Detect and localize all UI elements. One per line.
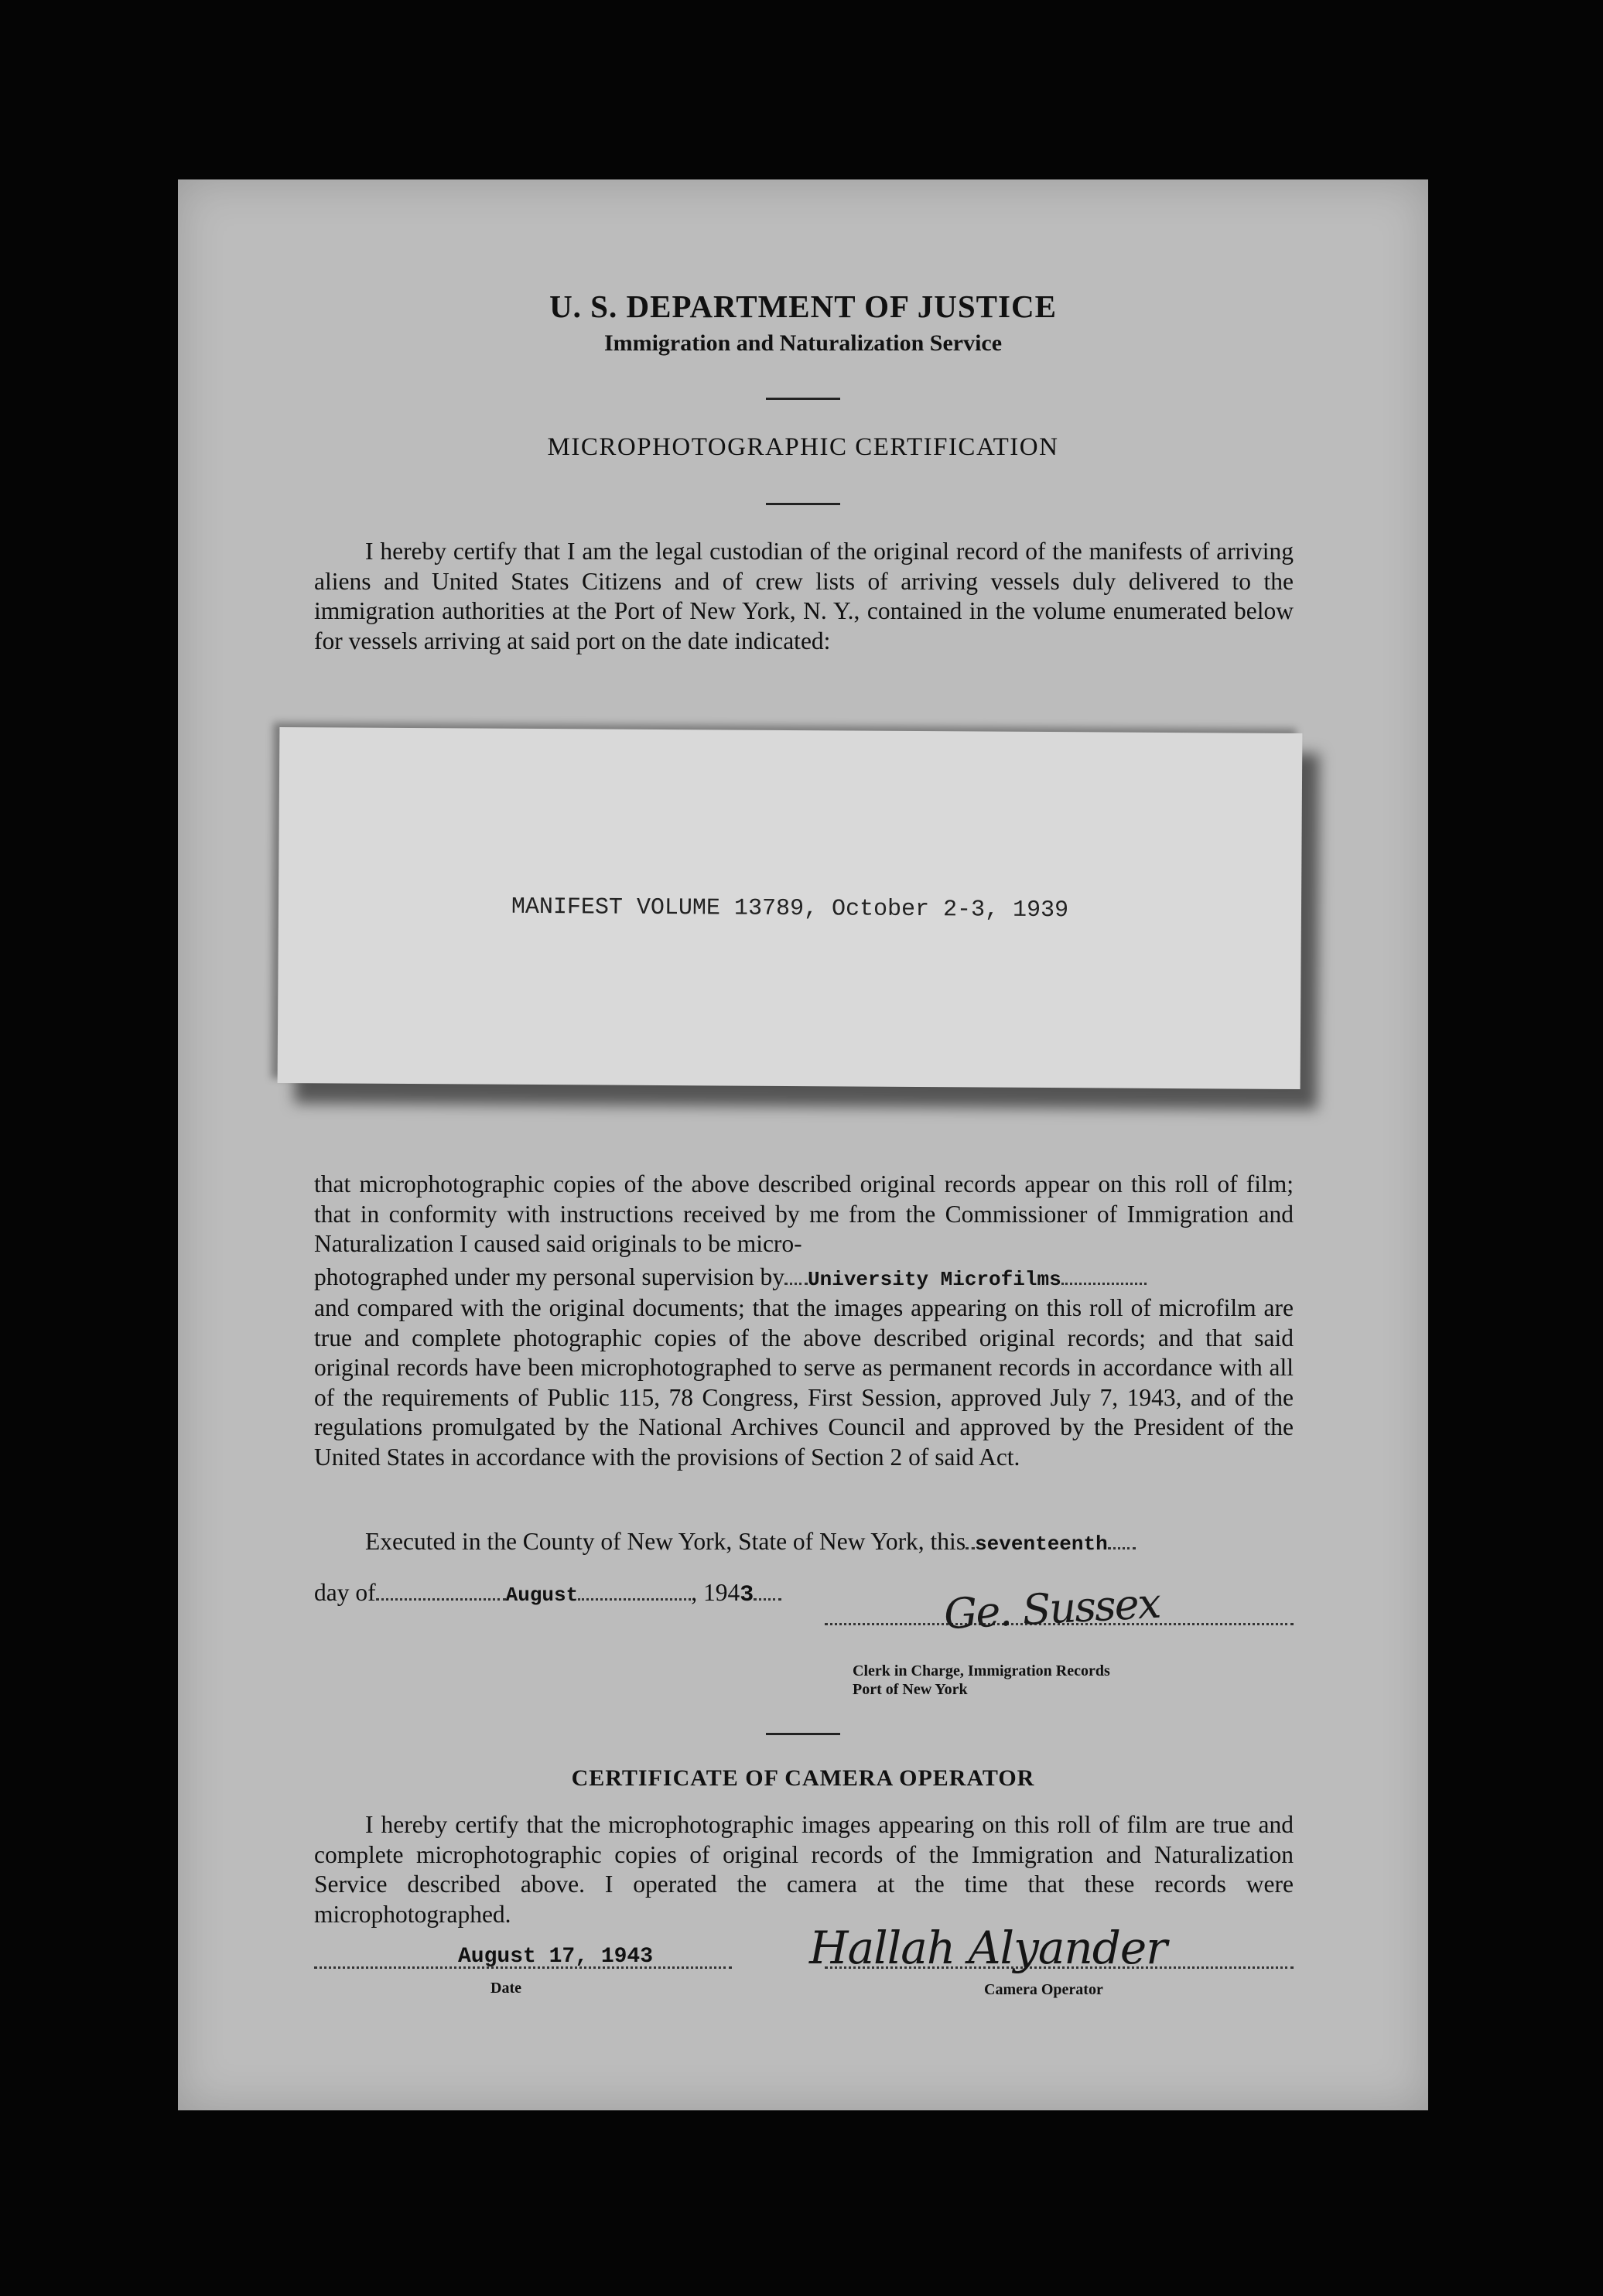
- camera-date-value: August 17, 1943: [458, 1945, 654, 1969]
- intro-paragraph: I hereby certify that I am the legal custodian of the original record of the manifests of arriving aliens and United States Citizens and of crew lists of arriving vessels duly delivered to the immigration authorities at the Port of New York, N. Y., contained in the volume enumerated below for vessels arriving at said port on the date indicated:: [314, 538, 1294, 654]
- body-paragraph-1: that microphotographic copies of the above described original records appear on this roll of film; that in conformity with instructions received by me from the Commissioner of Immigration and Naturalization I caused said originals to be micro-: [314, 1170, 1294, 1257]
- divider: [766, 398, 840, 400]
- clerk-title-line1: Clerk in Charge, Immigration Records: [853, 1662, 1110, 1679]
- certification-title: MICROPHOTOGRAPHIC CERTIFICATION: [547, 433, 1059, 461]
- clerk-title-line2: Port of New York: [853, 1681, 968, 1698]
- camera-operator-heading: CERTIFICATE OF CAMERA OPERATOR: [571, 1765, 1035, 1791]
- camera-paragraph: I hereby certify that the microphotographic images appearing on this roll of film are true and complete microphotographic copies of original records of the Immigration and Naturalization Service described above. I operated the camera at the time that these records were microphotographed.: [314, 1811, 1294, 1928]
- camera-operator-signature: Hallah Alyander: [809, 1922, 1167, 1974]
- year-digit: 3: [740, 1582, 754, 1608]
- certificate-sheet: [178, 179, 1428, 2110]
- service-subheading: Immigration and Naturalization Service: [603, 330, 1003, 356]
- clerk-title: [853, 1662, 1110, 1699]
- month-value: August: [505, 1584, 579, 1607]
- supervision-prefix: photographed under my personal supervision by: [314, 1263, 785, 1290]
- divider: [766, 1733, 840, 1735]
- executed-day: seventeenth: [975, 1532, 1108, 1556]
- supervision-line: [314, 1262, 1294, 1291]
- operator-label: Camera Operator: [984, 1981, 1103, 1998]
- body-paragraph-2: and compared with the original documents; that the images appearing on this roll of microfilm are true and complete photographic copies of the above described original records; and that said original records have been microphotographed to serve as permanent records in accordance with all of the requirements of Public 115, 78 Congress, First Session, approved July 7, 1943, and of the regulations promulgated by the National Archives Council and approved by the President of the United States in accordance with the provisions of Section 2 of said Act.: [314, 1294, 1294, 1471]
- clerk-signature: Ge. Sussex: [942, 1578, 1161, 1639]
- day-of-label: day of: [314, 1579, 376, 1606]
- date-label: Date: [490, 1980, 521, 1997]
- executed-prefix: Executed in the County of New York, State of New York, this: [365, 1528, 966, 1555]
- department-heading: U. S. DEPARTMENT OF JUSTICE: [549, 289, 1057, 324]
- manifest-volume-card: [278, 727, 1303, 1089]
- executed-line: [365, 1527, 1294, 1556]
- divider: [766, 503, 840, 505]
- microfilm-company: University Microfilms: [808, 1268, 1061, 1291]
- manifest-volume-text: MANIFEST VOLUME 13789, October 2-3, 1939: [511, 893, 1069, 924]
- year-prefix: , 194: [691, 1579, 740, 1606]
